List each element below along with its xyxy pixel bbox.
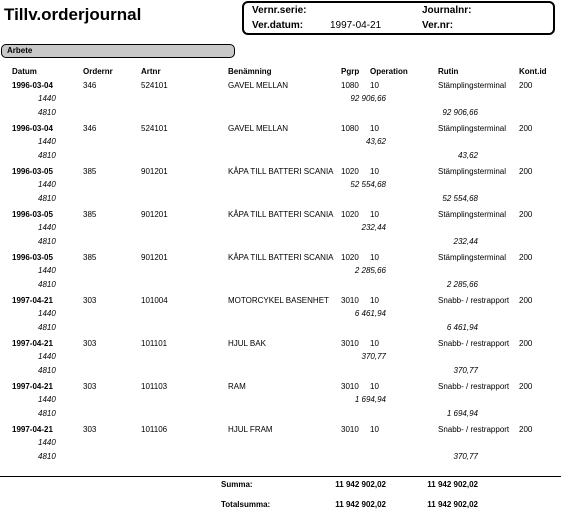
row-pgrp: 1020 bbox=[341, 253, 359, 262]
row-benamning: GAVEL MELLAN bbox=[228, 124, 289, 133]
row-pgrp: 1080 bbox=[341, 81, 359, 90]
row-benamning: KÅPA TILL BATTERI SCANIA bbox=[228, 210, 334, 219]
row-datum: 1996-03-05 bbox=[12, 210, 53, 219]
row-credit-amount: 92 906,66 bbox=[442, 108, 478, 117]
row-datum: 1996-03-04 bbox=[12, 81, 53, 90]
row-benamning: HJUL BAK bbox=[228, 339, 266, 348]
journalnr-label: Journalnr: bbox=[422, 5, 472, 16]
row-debit-account: 1440 bbox=[38, 137, 56, 146]
row-artnr: 101004 bbox=[141, 296, 168, 305]
section-arbete: Arbete bbox=[1, 44, 235, 58]
summa-label: Summa: bbox=[221, 480, 253, 489]
totalsumma-credit: 11 942 902,02 bbox=[427, 500, 478, 509]
col-header-pgrp: Pgrp bbox=[341, 67, 360, 76]
totalsumma-label: Totalsumma: bbox=[221, 500, 271, 509]
report-title: Tillv.orderjournal bbox=[4, 5, 142, 24]
row-kontid: 200 bbox=[519, 210, 533, 219]
row-credit-amount: 370,77 bbox=[453, 366, 478, 375]
row-benamning: KÅPA TILL BATTERI SCANIA bbox=[228, 253, 334, 262]
row-credit-amount: 370,77 bbox=[453, 452, 478, 461]
row-credit-amount: 43,62 bbox=[457, 151, 478, 160]
vernr-serie-label: Vernr.serie: bbox=[252, 5, 307, 16]
row-credit-amount: 2 285,66 bbox=[446, 280, 478, 289]
row-operation: 10 bbox=[370, 210, 379, 219]
row-datum: 1997-04-21 bbox=[12, 339, 53, 348]
summa-credit: 11 942 902,02 bbox=[427, 480, 478, 489]
row-rutin: Stämplingsterminal bbox=[438, 81, 507, 90]
header-box bbox=[242, 1, 555, 35]
row-kontid: 200 bbox=[519, 382, 533, 391]
col-header-operation: Operation bbox=[370, 67, 408, 76]
row-operation: 10 bbox=[370, 425, 379, 434]
row-ordernr: 346 bbox=[83, 124, 97, 133]
row-benamning: HJUL FRAM bbox=[228, 425, 273, 434]
row-debit-amount: 232,44 bbox=[361, 223, 386, 232]
row-operation: 10 bbox=[370, 382, 379, 391]
row-credit-account: 4810 bbox=[38, 366, 56, 375]
row-artnr: 901201 bbox=[141, 253, 168, 262]
row-artnr: 901201 bbox=[141, 210, 168, 219]
row-debit-amount: 92 906,66 bbox=[350, 94, 386, 103]
row-debit-account: 1440 bbox=[38, 180, 56, 189]
totalsumma-debit: 11 942 902,02 bbox=[335, 500, 386, 509]
row-rutin: Snabb- / restrapport bbox=[438, 425, 510, 434]
row-credit-amount: 6 461,94 bbox=[446, 323, 478, 332]
row-artnr: 101101 bbox=[141, 339, 168, 348]
col-header-benamning: Benämning bbox=[228, 67, 272, 76]
row-kontid: 200 bbox=[519, 296, 533, 305]
ver-nr-label: Ver.nr: bbox=[422, 20, 454, 31]
row-operation: 10 bbox=[370, 124, 379, 133]
row-ordernr: 303 bbox=[83, 382, 97, 391]
row-credit-account: 4810 bbox=[38, 452, 56, 461]
row-datum: 1996-03-05 bbox=[12, 167, 53, 176]
row-credit-account: 4810 bbox=[38, 194, 56, 203]
row-credit-account: 4810 bbox=[38, 108, 56, 117]
col-header-artnr: Artnr bbox=[141, 67, 161, 76]
row-pgrp: 1080 bbox=[341, 124, 359, 133]
row-credit-account: 4810 bbox=[38, 151, 56, 160]
row-ordernr: 385 bbox=[83, 253, 97, 262]
row-artnr: 901201 bbox=[141, 167, 168, 176]
row-operation: 10 bbox=[370, 253, 379, 262]
row-pgrp: 3010 bbox=[341, 296, 359, 305]
row-debit-amount: 2 285,66 bbox=[354, 266, 386, 275]
row-debit-amount: 6 461,94 bbox=[354, 309, 386, 318]
row-debit-account: 1440 bbox=[38, 94, 56, 103]
row-debit-account: 1440 bbox=[38, 395, 56, 404]
row-debit-account: 1440 bbox=[38, 266, 56, 275]
row-kontid: 200 bbox=[519, 253, 533, 262]
row-operation: 10 bbox=[370, 81, 379, 90]
row-kontid: 200 bbox=[519, 425, 533, 434]
col-header-kontid: Kont.id bbox=[519, 67, 547, 76]
row-debit-amount: 43,62 bbox=[365, 137, 386, 146]
row-debit-account: 1440 bbox=[38, 309, 56, 318]
row-rutin: Snabb- / restrapport bbox=[438, 382, 510, 391]
row-benamning: RAM bbox=[228, 382, 246, 391]
ver-datum-value: 1997-04-21 bbox=[330, 20, 382, 31]
row-ordernr: 303 bbox=[83, 296, 97, 305]
row-pgrp: 1020 bbox=[341, 167, 359, 176]
row-debit-account: 1440 bbox=[38, 223, 56, 232]
row-debit-amount: 52 554,68 bbox=[350, 180, 386, 189]
row-artnr: 101103 bbox=[141, 382, 168, 391]
ver-datum-label: Ver.datum: bbox=[252, 20, 304, 31]
row-datum: 1996-03-04 bbox=[12, 124, 53, 133]
row-credit-amount: 232,44 bbox=[453, 237, 478, 246]
row-debit-account: 1440 bbox=[38, 438, 56, 447]
row-datum: 1997-04-21 bbox=[12, 296, 53, 305]
row-rutin: Snabb- / restrapport bbox=[438, 339, 510, 348]
row-debit-amount: 1 694,94 bbox=[354, 395, 386, 404]
summa-debit: 11 942 902,02 bbox=[335, 480, 386, 489]
row-rutin: Stämplingsterminal bbox=[438, 124, 507, 133]
row-operation: 10 bbox=[370, 167, 379, 176]
row-benamning: KÅPA TILL BATTERI SCANIA bbox=[228, 167, 334, 176]
row-ordernr: 346 bbox=[83, 81, 97, 90]
row-benamning: MOTORCYKEL BASENHET bbox=[228, 296, 329, 305]
row-rutin: Stämplingsterminal bbox=[438, 253, 507, 262]
row-rutin: Stämplingsterminal bbox=[438, 210, 507, 219]
row-kontid: 200 bbox=[519, 124, 533, 133]
row-kontid: 200 bbox=[519, 81, 533, 90]
row-rutin: Stämplingsterminal bbox=[438, 167, 507, 176]
col-header-ordernr: Ordernr bbox=[83, 67, 113, 76]
summary-divider bbox=[0, 476, 561, 477]
row-artnr: 524101 bbox=[141, 124, 168, 133]
col-header-rutin: Rutin bbox=[438, 67, 459, 76]
row-datum: 1997-04-21 bbox=[12, 382, 53, 391]
row-pgrp: 3010 bbox=[341, 382, 359, 391]
row-benamning: GAVEL MELLAN bbox=[228, 81, 289, 90]
row-pgrp: 3010 bbox=[341, 425, 359, 434]
row-operation: 10 bbox=[370, 296, 379, 305]
row-credit-account: 4810 bbox=[38, 237, 56, 246]
row-debit-account: 1440 bbox=[38, 352, 56, 361]
row-credit-account: 4810 bbox=[38, 409, 56, 418]
row-ordernr: 303 bbox=[83, 425, 97, 434]
row-credit-account: 4810 bbox=[38, 323, 56, 332]
row-datum: 1996-03-05 bbox=[12, 253, 53, 262]
row-artnr: 524101 bbox=[141, 81, 168, 90]
row-credit-amount: 52 554,68 bbox=[442, 194, 478, 203]
col-header-datum: Datum bbox=[12, 67, 37, 76]
row-artnr: 101106 bbox=[141, 425, 168, 434]
row-operation: 10 bbox=[370, 339, 379, 348]
row-pgrp: 1020 bbox=[341, 210, 359, 219]
row-rutin: Snabb- / restrapport bbox=[438, 296, 510, 305]
row-kontid: 200 bbox=[519, 339, 533, 348]
row-kontid: 200 bbox=[519, 167, 533, 176]
row-pgrp: 3010 bbox=[341, 339, 359, 348]
row-datum: 1997-04-21 bbox=[12, 425, 53, 434]
row-debit-amount: 370,77 bbox=[361, 352, 386, 361]
row-credit-amount: 1 694,94 bbox=[446, 409, 478, 418]
row-ordernr: 303 bbox=[83, 339, 97, 348]
row-ordernr: 385 bbox=[83, 167, 97, 176]
row-ordernr: 385 bbox=[83, 210, 97, 219]
row-credit-account: 4810 bbox=[38, 280, 56, 289]
